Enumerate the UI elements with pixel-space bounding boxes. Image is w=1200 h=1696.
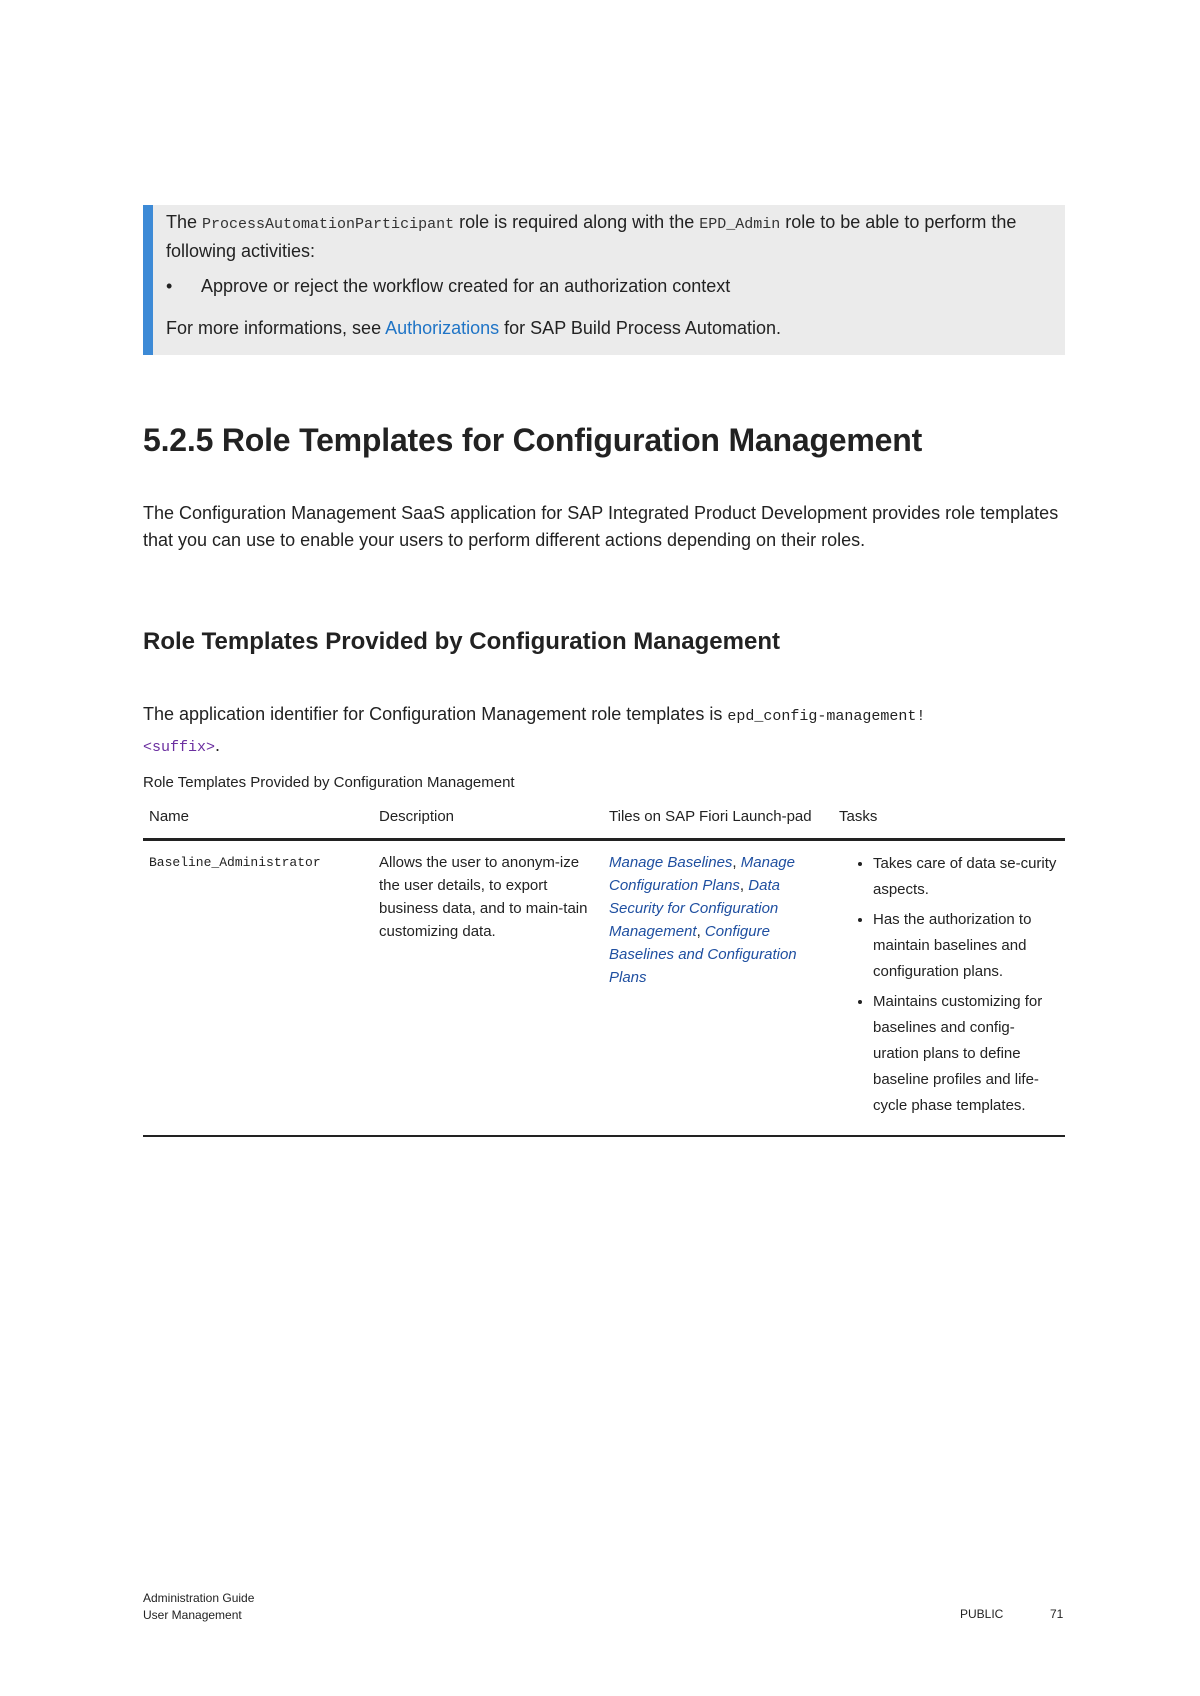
footer-title xyxy=(143,1590,254,1624)
page-number: 71 xyxy=(1050,1607,1064,1621)
section-title: 5.2.5 Role Templates for Configuration Management xyxy=(143,422,923,458)
suffix-placeholder: <suffix> xyxy=(143,739,216,756)
table-caption: Role Templates Provided by Configuration Management xyxy=(143,774,515,791)
tile-link[interactable]: Configure Baselines and Configuration Plans xyxy=(609,923,797,986)
note-more: For more informations, see Authorizations for SAP Build Process Automation. xyxy=(166,318,781,338)
role-tiles: Manage Baselines, Manage Configuration Plans, Data Security for Configuration Management, Configure Baselines and Configuration Plans xyxy=(603,840,833,1137)
note-bullet: • Approve or reject the workflow created for an authorization context xyxy=(166,273,730,299)
note-text: The ProcessAutomationParticipant role is required along with the EPD_Admin role to be able to perform the following activities: xyxy=(166,212,1017,261)
tile-link[interactable]: Manage Baselines xyxy=(609,854,733,871)
table-row xyxy=(143,840,1065,1137)
task-item: • Takes care of data se-curity aspects. xyxy=(873,851,1059,903)
task-item: • Has the authorization to maintain baselines and configuration plans. xyxy=(873,907,1059,985)
role-name: Baseline_Administrator xyxy=(143,840,373,1137)
role-tasks xyxy=(833,840,1065,1137)
role-templates-table xyxy=(143,800,1065,1137)
footer-guide: Administration Guide xyxy=(143,1591,255,1605)
tile-link[interactable]: Data Security for Configuration Management xyxy=(609,877,780,940)
header-tiles: Tiles on SAP Fiori Launch-pad xyxy=(603,800,833,840)
table-header-row xyxy=(143,800,1065,840)
section-intro: The Configuration Management SaaS application for SAP Integrated Product Development provides role templates that you can use to enable your users to perform different actions depending on their roles. xyxy=(143,503,1059,550)
authorizations-link[interactable]: Authorizations xyxy=(385,318,500,338)
role-process-automation: ProcessAutomationParticipant xyxy=(202,216,455,233)
role-epd-admin: EPD_Admin xyxy=(699,216,781,233)
header-description: Description xyxy=(373,800,603,840)
task-item: • Maintains customizing for baselines and config-uration plans to define baseline profiles and life-cycle phase templates. xyxy=(873,989,1059,1119)
footer-classification: PUBLIC xyxy=(960,1607,1004,1621)
footer-chapter: User Management xyxy=(143,1608,242,1622)
info-note xyxy=(143,205,1065,355)
role-description: Allows the user to anonym-ize the user details, to export business data, and to main-tain customizing data. xyxy=(373,840,603,1137)
tile-link[interactable]: Manage Configuration Plans xyxy=(609,854,795,894)
bullet-icon: • xyxy=(166,276,173,296)
header-tasks: Tasks xyxy=(833,800,1065,840)
subsection-title: Role Templates Provided by Configuration Management xyxy=(143,628,780,655)
app-identifier: The application identifier for Configuration Management role templates is epd_config-management! <suffix>. xyxy=(143,704,926,756)
header-name: Name xyxy=(143,800,373,840)
